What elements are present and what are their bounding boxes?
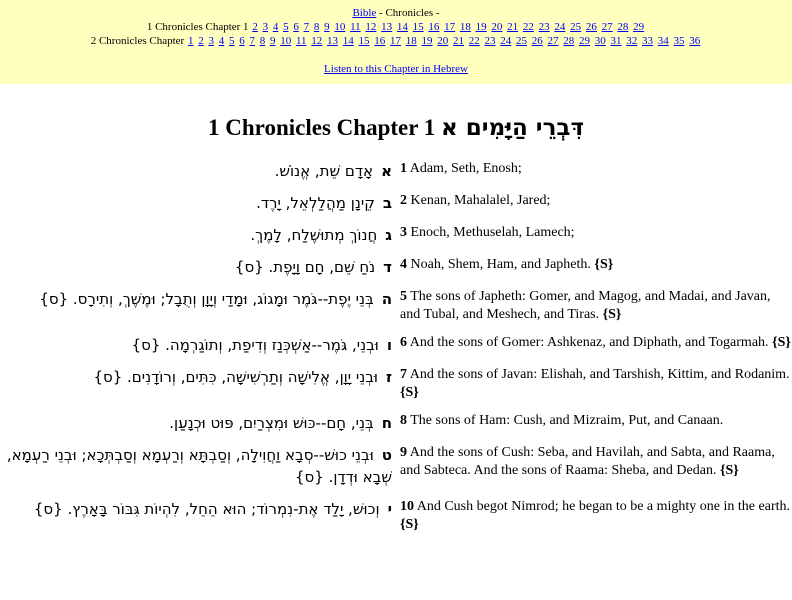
chronicles-2-chapter-link[interactable]: 23 <box>484 35 496 47</box>
chronicles-1-chapter-row <box>0 20 792 34</box>
english-verse-number: 6 <box>400 335 407 350</box>
chronicles-2-chapter-link[interactable]: 3 <box>208 35 214 47</box>
chronicles-1-chapter-link[interactable]: 24 <box>554 21 566 33</box>
column-gap <box>392 285 400 331</box>
chronicles-2-chapter-link[interactable]: 14 <box>342 35 354 47</box>
chronicles-2-chapter-link[interactable]: 30 <box>594 35 606 47</box>
chronicles-2-chapter-link[interactable]: 16 <box>374 35 386 47</box>
chronicles-2-chapter-link[interactable]: 11 <box>295 35 307 47</box>
english-verse <box>400 157 792 189</box>
english-verse-text: Noah, Shem, Ham, and Japheth. <box>410 257 591 272</box>
hebrew-verse-text: בְּנֵי יֶפֶת--גֹּמֶר וּמָגוֹג, וּמָדַי וְיָוָן וְתֻבָל; וּמֶשֶׁךְ, וְתִירָס. {ס} <box>39 290 374 308</box>
section-marker: {S} <box>594 257 614 272</box>
column-gap <box>392 363 400 409</box>
title-hebrew: דִּבְרֵי הַיָּמִים א <box>441 115 584 141</box>
chronicles-2-chapter-link[interactable]: 24 <box>500 35 512 47</box>
chronicles-2-chapter-link[interactable]: 21 <box>453 35 465 47</box>
title-english: 1 Chronicles Chapter 1 <box>208 115 436 140</box>
chronicles-1-chapter-link[interactable]: 16 <box>428 21 440 33</box>
column-gap <box>392 189 400 221</box>
section-marker: {S} <box>400 385 419 400</box>
column-gap <box>392 157 400 189</box>
hebrew-verse-number: א <box>381 162 392 180</box>
english-verse <box>400 331 792 363</box>
column-gap <box>392 495 400 541</box>
chronicles-2-chapter-link[interactable]: 36 <box>689 35 701 47</box>
chronicles-2-chapter-link[interactable]: 4 <box>218 35 225 47</box>
english-verse-text: The sons of Japheth: Gomer, and Magog, and Madai, and Javan, and Tubal, and Meshech, and Tiras. <box>400 289 771 322</box>
chronicles-2-chapter-link[interactable]: 6 <box>239 35 245 47</box>
chronicles-1-chapter-link[interactable]: 10 <box>334 21 346 33</box>
english-verse-number: 1 <box>400 161 407 176</box>
chronicles-2-chapter-link[interactable]: 32 <box>626 35 638 47</box>
chronicles-2-chapter-link[interactable]: 27 <box>547 35 559 47</box>
book-line <box>0 6 792 20</box>
chronicles-2-chapter-link[interactable]: 26 <box>531 35 543 47</box>
chronicles-1-chapter-link[interactable]: 12 <box>365 21 377 33</box>
chronicles-2-chapter-link[interactable]: 2 <box>198 35 204 47</box>
english-verse-text: And the sons of Javan: Elishah, and Tarshish, Kittim, and Rodanim. <box>409 367 790 382</box>
column-gap <box>392 409 400 441</box>
chronicles-1-chapter-link[interactable]: 27 <box>601 21 613 33</box>
chronicles-2-chapter-link[interactable]: 17 <box>390 35 402 47</box>
listen-hebrew-link[interactable]: Listen to this Chapter in Hebrew <box>324 63 468 75</box>
english-verse-text: Kenan, Mahalalel, Jared; <box>410 193 551 208</box>
hebrew-verse <box>0 363 392 409</box>
hebrew-verse-text: נֹחַ שֵׁם, חָם וָיָפֶת. {ס} <box>234 258 376 276</box>
chronicles-2-chapter-link[interactable]: 19 <box>421 35 433 47</box>
english-verse <box>400 409 792 441</box>
verse-row <box>0 495 792 541</box>
hebrew-verse-number: ה <box>381 290 392 308</box>
chronicles-1-chapter-link[interactable]: 18 <box>459 21 471 33</box>
verse-row <box>0 331 792 363</box>
english-verse-number: 4 <box>400 257 407 272</box>
hebrew-verse-number: ב <box>382 194 392 212</box>
hebrew-verse <box>0 253 392 285</box>
chronicles-1-chapter-link[interactable]: 26 <box>585 21 597 33</box>
verse-row <box>0 157 792 189</box>
chronicles-2-chapter-link[interactable]: 13 <box>327 35 339 47</box>
english-verse <box>400 441 792 495</box>
hebrew-verse <box>0 495 392 541</box>
english-verse <box>400 189 792 221</box>
hebrew-verse-number: י <box>387 500 392 518</box>
hebrew-verse <box>0 441 392 495</box>
chronicles-1-chapter-link[interactable]: 28 <box>617 21 629 33</box>
chronicles-2-chapter-link[interactable]: 5 <box>228 35 235 47</box>
chronicles-2-chapter-link[interactable]: 31 <box>610 35 622 47</box>
english-verse-text: The sons of Ham: Cush, and Mizraim, Put, and Canaan. <box>410 413 724 428</box>
verse-row <box>0 253 792 285</box>
chronicles-1-chapter-link[interactable]: 25 <box>570 21 582 33</box>
english-verse-number: 2 <box>400 193 407 208</box>
hebrew-verse-text: וּבְנֵי כוּשׁ--סְבָא וַחֲוִילָה, וְסַבְתָּא וְרַעְמָא וְסַבְתְּכָא; וּבְנֵי רַעְמָא, שְׁבָא וּדְדָן. {ס} <box>6 446 392 486</box>
hebrew-verse <box>0 409 392 441</box>
english-verse <box>400 221 792 253</box>
chronicles-1-chapter-link[interactable]: 2 <box>252 21 258 33</box>
listen-row <box>0 62 792 76</box>
chronicles-1-chapter-link[interactable]: 14 <box>396 21 408 33</box>
chronicles-2-label: 2 Chronicles Chapter <box>90 35 185 47</box>
chronicles-2-chapter-link[interactable]: 9 <box>269 35 276 47</box>
hebrew-verse-number: ט <box>381 446 392 464</box>
chronicles-1-chapter-link[interactable]: 15 <box>412 21 424 33</box>
english-verse-number: 7 <box>400 367 407 382</box>
page-title <box>0 115 792 141</box>
hebrew-verse-text: וּבְנֵי, גֹּמֶר--אַשְׁכְּנַז וְדִיפַת, וְתוֹגַרְמָה. {ס} <box>131 336 379 354</box>
chronicles-2-chapter-link[interactable]: 18 <box>405 35 417 47</box>
chronicles-1-chapter-link[interactable]: 9 <box>324 21 330 33</box>
book-title: - Chronicles - <box>376 7 440 19</box>
chronicles-1-chapter-link[interactable]: 5 <box>283 21 289 33</box>
english-verse-number: 3 <box>400 225 407 240</box>
chronicles-1-chapter-link[interactable]: 22 <box>522 21 534 33</box>
chronicles-2-chapter-link[interactable]: 29 <box>579 35 591 47</box>
chronicles-1-chapter-link[interactable]: 29 <box>633 21 645 33</box>
hebrew-verse <box>0 285 392 331</box>
section-marker: {S} <box>400 517 419 532</box>
english-verse <box>400 253 792 285</box>
hebrew-verse-number: ד <box>383 258 392 276</box>
hebrew-verse <box>0 331 392 363</box>
chronicles-1-chapter-link[interactable]: 23 <box>538 21 550 33</box>
section-marker: {S} <box>719 463 739 478</box>
hebrew-verse-text: אָדָם שֵׁת, אֱנוֹשׁ. <box>274 162 374 180</box>
english-verse-number: 9 <box>400 445 407 460</box>
hebrew-verse <box>0 221 392 253</box>
chronicles-2-chapter-link[interactable]: 7 <box>249 35 255 47</box>
hebrew-verse-text: בְּנֵי, חָם--כּוּשׁ וּמִצְרַיִם, פּוּט וּכְנָעַן. <box>169 414 374 432</box>
chronicles-2-chapter-link[interactable]: 22 <box>468 35 480 47</box>
verse-table <box>0 157 792 541</box>
chronicles-2-chapter-link[interactable]: 1 <box>187 35 194 47</box>
verse-row <box>0 441 792 495</box>
hebrew-verse-number: ו <box>386 336 392 354</box>
hebrew-verse-number: ח <box>381 414 392 432</box>
chronicles-1-chapter-links <box>251 21 645 33</box>
chronicles-2-chapter-link[interactable]: 15 <box>358 35 370 47</box>
chronicles-1-chapter-link[interactable]: 6 <box>293 21 299 33</box>
hebrew-verse-text: וּבְנֵי יָוָן, אֱלִישָׁה וְתַרְשִׁישָׁה, כִּתִּים, וְרוֹדָנִים. {ס} <box>93 368 378 386</box>
english-verse-text: Adam, Seth, Enosh; <box>409 161 522 176</box>
chapter-navigation <box>0 0 792 84</box>
hebrew-verse-number: ג <box>385 226 392 244</box>
hebrew-verse <box>0 189 392 221</box>
chronicles-2-chapter-link[interactable]: 8 <box>259 35 266 47</box>
chronicles-2-chapter-links <box>187 35 701 47</box>
english-verse <box>400 495 792 541</box>
bible-link[interactable]: Bible <box>352 7 377 19</box>
section-marker: {S} <box>602 307 622 322</box>
verse-list <box>0 157 792 541</box>
verse-row <box>0 285 792 331</box>
chronicles-1-chapter-link[interactable]: 4 <box>272 21 279 33</box>
hebrew-verse <box>0 157 392 189</box>
section-marker: {S} <box>772 335 791 350</box>
chronicles-2-chapter-link[interactable]: 10 <box>280 35 292 47</box>
chronicles-2-chapter-link[interactable]: 25 <box>516 35 528 47</box>
chronicles-1-chapter-link[interactable]: 8 <box>313 21 320 33</box>
english-verse-text: And Cush begot Nimrod; he began to be a mighty one in the earth. <box>416 499 790 514</box>
chronicles-1-chapter-link[interactable]: 19 <box>475 21 487 33</box>
chronicles-1-chapter-link[interactable]: 3 <box>262 21 269 33</box>
hebrew-verse-text: קֵינָן מַהֲלַלְאֵל, יָרֶד. <box>256 194 375 212</box>
english-verse <box>400 285 792 331</box>
chronicles-1-label: 1 Chronicles Chapter 1 <box>146 21 249 33</box>
english-verse-number: 8 <box>400 413 407 428</box>
english-verse-text: Enoch, Methuselah, Lamech; <box>410 225 575 240</box>
verse-row <box>0 409 792 441</box>
verse-row <box>0 363 792 409</box>
chronicles-1-chapter-link[interactable]: 13 <box>381 21 393 33</box>
chronicles-2-chapter-link[interactable]: 34 <box>657 35 669 47</box>
english-verse-text: And the sons of Gomer: Ashkenaz, and Diphath, and Togarmah. <box>409 335 769 350</box>
chronicles-2-chapter-link[interactable]: 28 <box>563 35 575 47</box>
hebrew-verse-text: וְכוּשׁ, יָלַד אֶת-נִמְרוֹד; הוּא הֵחֵל, לִהְיוֹת גִּבּוֹר בָּאָרֶץ. {ס} <box>33 500 380 518</box>
column-gap <box>392 221 400 253</box>
english-verse-number: 5 <box>400 289 407 304</box>
chronicles-2-chapter-link[interactable]: 20 <box>437 35 449 47</box>
chronicles-1-chapter-link[interactable]: 11 <box>350 21 361 33</box>
verse-row <box>0 221 792 253</box>
english-verse <box>400 363 792 409</box>
chronicles-2-chapter-link[interactable]: 12 <box>311 35 323 47</box>
column-gap <box>392 441 400 495</box>
chronicles-1-chapter-link[interactable]: 21 <box>507 21 519 33</box>
hebrew-verse-number: ז <box>385 368 392 386</box>
chronicles-2-chapter-row <box>0 34 792 48</box>
column-gap <box>392 253 400 285</box>
english-verse-text: And the sons of Cush: Seba, and Havilah, and Sabta, and Raama, and Sabteca. And the sons of Raama: Sheba, and Dedan. <box>400 445 775 478</box>
column-gap <box>392 331 400 363</box>
chronicles-1-chapter-link[interactable]: 20 <box>491 21 503 33</box>
hebrew-verse-text: חֲנוֹךְ מְתוּשֶׁלַח, לָמֶךְ. <box>250 226 378 244</box>
chronicles-1-chapter-link[interactable]: 7 <box>303 21 310 33</box>
chronicles-2-chapter-link[interactable]: 35 <box>673 35 685 47</box>
english-verse-number: 10 <box>400 499 414 514</box>
chronicles-1-chapter-link[interactable]: 17 <box>444 21 456 33</box>
chronicles-2-chapter-link[interactable]: 33 <box>642 35 654 47</box>
verse-row <box>0 189 792 221</box>
